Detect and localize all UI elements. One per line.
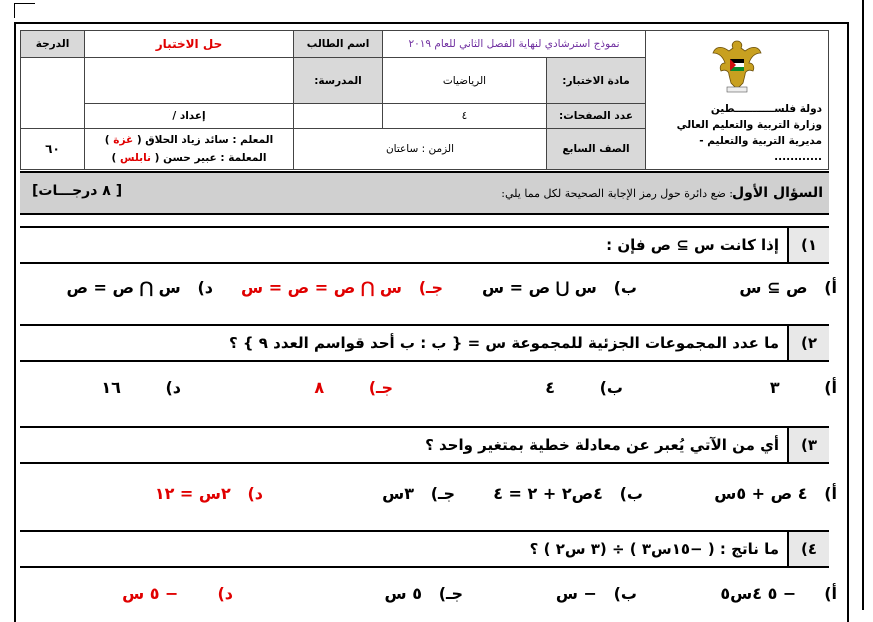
directorate-name: مديرية التربية والتعليم - ............: [699, 135, 822, 163]
school-label: المدرسة:: [294, 58, 383, 104]
answer-text: ٢س = ١٢: [154, 484, 231, 503]
school-value[interactable]: [85, 58, 294, 104]
question-number: ١): [787, 228, 829, 262]
question-number: ٢): [787, 326, 829, 360]
question-section-bar: [20, 171, 829, 215]
answer-text: − س: [555, 584, 597, 603]
total-grade: ٦٠: [21, 129, 85, 170]
question-number: ٣): [787, 428, 829, 462]
ministry-name: وزارة التربية والتعليم العالي: [676, 119, 822, 131]
answer-option[interactable]: جـ) ٣س: [382, 484, 455, 503]
section-instruction: : ضع دائرة حول رمز الإجابة الصحيحة لكل مما يلي:: [501, 187, 733, 200]
section-title: السؤال الأول: [732, 185, 823, 201]
exam-title: نموذج استرشادي لنهاية الفصل الثاني للعام ٢٠١٩: [383, 31, 646, 58]
answer-option[interactable]: ب) س ⋃ ص = س: [482, 278, 637, 297]
corner-mark: [14, 3, 35, 18]
answer-option-correct[interactable]: د) ٢س = ١٢: [154, 484, 263, 503]
pages-label: عدد الصفحات:: [547, 104, 646, 129]
blank-cell: [294, 104, 383, 129]
teacher-city: غزة: [113, 134, 134, 146]
subject-value: الرياضيات: [383, 58, 547, 104]
answer-option[interactable]: أ) ٤ ص + ٥س: [714, 484, 837, 503]
page-edge-rule: [862, 0, 864, 610]
answer-text: − ٥ ٤س٥: [720, 584, 797, 603]
question-text: إذا كانت س ⊇ ص فإن :: [606, 236, 779, 254]
teacher2-city: نابلس: [120, 152, 151, 164]
exam-time: الزمن : ساعتان: [294, 129, 547, 170]
answer-text: ٤ص٢ + ٢ = ٤: [493, 484, 603, 503]
question-row: [20, 426, 829, 464]
question-number: ٤): [787, 532, 829, 566]
answer-option[interactable]: أ) − ٥ ٤س٥: [720, 584, 837, 603]
question-row: [20, 530, 829, 568]
answer-text: س ⋂ ص = ص: [66, 278, 181, 297]
answer-option[interactable]: د) س ⋂ ص = ص: [66, 278, 213, 297]
answer-text: ص ⊇ س: [739, 278, 808, 297]
answer-text: س ⋃ ص = س: [482, 278, 597, 297]
subject-label: مادة الاختبار:: [547, 58, 646, 104]
answer-text: ٤: [545, 378, 556, 397]
student-name-label: اسم الطالب: [294, 31, 383, 58]
answer-option[interactable]: ب) ٤ص٢ + ٢ = ٤: [493, 484, 643, 503]
logo-cell: [646, 31, 829, 170]
teacher2-paren: ): [111, 152, 117, 164]
question-row: [20, 226, 829, 264]
question-row: [20, 324, 829, 362]
teacher-name: المعلم : سائد زياد الحلاق (: [136, 134, 274, 146]
answer-text: ٥ س: [384, 584, 422, 603]
question-text: أي من الآتي يُعبر عن معادلة خطية بمتغير واحد ؟: [425, 436, 779, 454]
answer-text: − ٥ س: [122, 584, 179, 603]
answer-text: ٤ ص + ٥س: [714, 484, 808, 503]
question-text: ما ناتج : ( −١٥س٣ ) ÷ (٣ س٢ ) ؟: [529, 540, 779, 558]
answer-option-correct[interactable]: د) − ٥ س: [122, 584, 233, 603]
grade-empty-cell: [21, 58, 85, 129]
answer-option[interactable]: د) ١٦: [101, 378, 181, 397]
answer-option-correct[interactable]: جـ) ٨: [314, 378, 393, 397]
answer-option[interactable]: ب) − س: [555, 584, 637, 603]
teacher2-name: المعلمة : عبير حسن (: [154, 152, 267, 164]
answer-option[interactable]: أ) ٣: [769, 378, 837, 397]
teachers-cell: [85, 129, 294, 170]
answer-text: ٣: [769, 378, 780, 397]
teacher-paren: ): [104, 134, 110, 146]
exam-header-table: [20, 30, 829, 170]
grade-level: الصف السابع: [547, 129, 646, 170]
section-marks: [ ٨ درجـــات]: [32, 183, 123, 199]
answer-option[interactable]: ب) ٤: [545, 378, 623, 397]
answer-text: ٣س: [382, 484, 414, 503]
answer-text: ٨: [314, 378, 325, 397]
palestine-eagle-emblem-icon: [711, 37, 763, 95]
prepared-by: إعداد /: [85, 104, 294, 129]
question-text: ما عدد المجموعات الجزئية للمجموعة س = { ب : ب أحد قواسم العدد ٩ } ؟: [228, 334, 779, 352]
answer-option[interactable]: أ) ص ⊇ س: [739, 278, 837, 297]
answer-option-correct[interactable]: جـ) س ⋂ ص = ص = س: [241, 278, 443, 297]
answer-text: س ⋂ ص = ص = س: [241, 278, 402, 297]
pages-value: ٤: [383, 104, 547, 129]
answer-key-title: حل الاختبار: [85, 31, 294, 58]
grade-label: الدرجة: [21, 31, 85, 58]
answer-option[interactable]: جـ) ٥ س: [384, 584, 463, 603]
state-name: دولة فلســـــــــــطين: [710, 103, 822, 115]
answer-text: ١٦: [101, 378, 121, 397]
